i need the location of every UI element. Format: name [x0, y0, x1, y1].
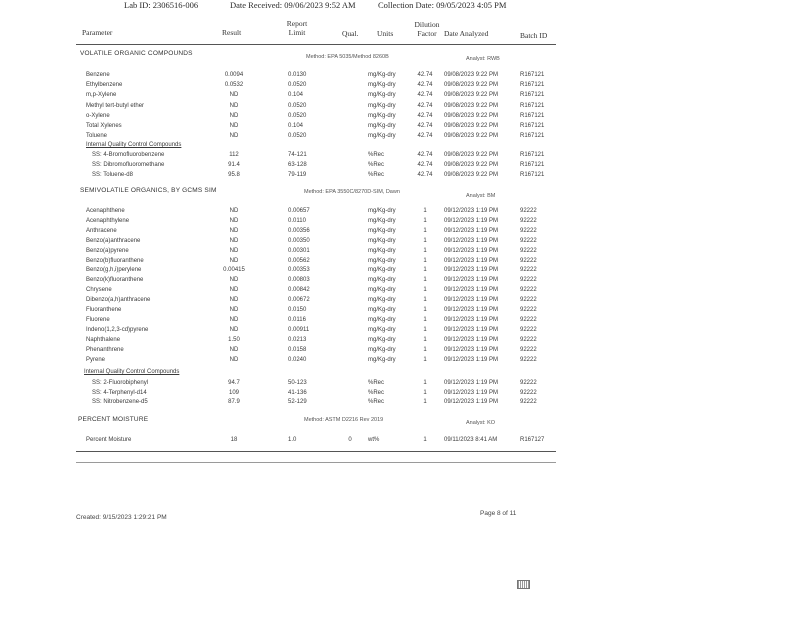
cell-date: 09/12/2023 1:19 PM [444, 257, 499, 264]
cell-batch: 92222 [520, 356, 537, 363]
cell-batch: R167121 [520, 162, 545, 169]
cell-param: Pyrene [86, 356, 106, 363]
cell-param: Dibenzo(a,h)anthracene [86, 297, 151, 304]
cell-dil: 42.74 [417, 102, 433, 109]
cell-limit: 0.0520 [288, 102, 307, 109]
col-dilution-factor: Dilution Factor [414, 20, 440, 38]
cell-dil: 1 [423, 307, 427, 313]
cell-units: mg/Kg-dry [368, 227, 396, 234]
cell-result: 0.0532 [224, 82, 244, 89]
cell-date: 09/12/2023 1:19 PM [444, 389, 499, 396]
cell-batch: R167127 [520, 437, 545, 443]
cell-limit: 41-136 [288, 389, 307, 396]
cell-dil: 1 [423, 380, 427, 386]
table-row [0, 123, 800, 133]
cell-param: Benzo(g,h,i)perylene [86, 267, 142, 274]
cell-limit: 0.00301 [288, 247, 310, 254]
cell-date: 09/08/2023 9:22 PM [444, 102, 499, 109]
cell-batch: R167121 [520, 152, 545, 158]
cell-units: %Rec [368, 162, 385, 169]
cell-limit: 1.0 [288, 437, 297, 443]
cell-param: o-Xylene [86, 112, 110, 119]
cell-limit: 0.00353 [288, 267, 310, 274]
cell-units: mg/Kg-dry [368, 237, 396, 244]
cell-date: 09/08/2023 9:22 PM [444, 82, 499, 89]
cell-dil: 1 [423, 217, 427, 224]
cell-units: mg/Kg-dry [368, 123, 396, 129]
cell-result: ND [229, 247, 239, 254]
cell-units: mg/Kg-dry [368, 217, 396, 224]
cell-param: Toluene [86, 133, 108, 140]
cell-dil: 1 [423, 437, 427, 443]
table-row [0, 307, 800, 317]
col-units: Units [377, 29, 394, 38]
cell-date: 09/12/2023 1:19 PM [444, 380, 499, 386]
cell-batch: 92222 [520, 237, 537, 244]
cell-limit: 0.00562 [288, 257, 310, 264]
cell-result: ND [229, 92, 239, 99]
cell-result: 94.7 [228, 380, 240, 386]
col-report-limit: Report Limit [286, 19, 308, 37]
analyst-voc: Analyst: RWB [466, 56, 500, 62]
table-row [0, 238, 800, 248]
table-row [0, 162, 800, 172]
date-received: Date Received: 09/06/2023 9:52 AM [230, 0, 356, 10]
cell-units: mg/Kg-dry [368, 257, 396, 264]
cell-batch: 92222 [520, 380, 537, 386]
section-title-voc: VOLATILE ORGANIC COMPOUNDS [80, 50, 193, 57]
cell-result: 0.0094 [224, 72, 244, 78]
cell-batch: 92222 [520, 336, 537, 343]
collection-date: Collection Date: 09/05/2023 4:05 PM [378, 0, 507, 10]
cell-date: 09/12/2023 1:19 PM [444, 316, 499, 323]
cell-result: ND [229, 277, 239, 284]
cell-dil: 1 [423, 356, 427, 363]
cell-batch: R167121 [520, 72, 545, 78]
cell-batch: 92222 [520, 287, 537, 294]
cell-date: 09/08/2023 9:22 PM [444, 92, 499, 99]
cell-units: mg/Kg-dry [368, 346, 396, 353]
cell-param: SS: Toluene-d8 [92, 172, 133, 179]
cell-param: Naphthalene [86, 336, 121, 343]
cell-param: Benzo(a)pyrene [86, 247, 129, 254]
cell-units: mg/Kg-dry [368, 102, 396, 109]
cell-units: mg/Kg-dry [368, 133, 396, 140]
cell-batch: R167121 [520, 172, 545, 179]
cell-limit: 0.0520 [288, 82, 307, 89]
cell-batch: 92222 [520, 247, 537, 254]
cell-result: ND [229, 257, 239, 264]
cell-date: 09/08/2023 9:22 PM [444, 172, 499, 179]
cell-param: Anthracene [86, 227, 117, 234]
cell-dil: 1 [423, 297, 427, 304]
table-row [0, 380, 800, 390]
cell-param: Acenaphthylene [86, 217, 130, 224]
table-row [0, 327, 800, 337]
cell-result: ND [229, 102, 239, 109]
cell-date: 09/11/2023 8:41 AM [444, 437, 498, 443]
cell-param: Acenaphthene [86, 208, 125, 214]
cell-dil: 1 [423, 399, 427, 405]
cell-dil: 1 [423, 267, 427, 274]
cell-result: 95.8 [228, 172, 240, 179]
table-row [0, 390, 800, 400]
cell-param: SS: Dibromofluoromethane [92, 162, 165, 169]
cell-date: 09/08/2023 9:22 PM [444, 133, 499, 140]
cell-units: mg/Kg-dry [368, 356, 396, 363]
cell-param: Phenanthrene [86, 346, 124, 353]
cell-limit: 0.00911 [288, 326, 310, 333]
cell-dil: 1 [423, 287, 427, 294]
cell-batch: 92222 [520, 326, 537, 333]
cell-date: 09/12/2023 1:19 PM [444, 287, 499, 294]
cell-batch: R167121 [520, 123, 545, 129]
table-row [0, 399, 800, 409]
cell-limit: 0.00842 [288, 287, 310, 294]
cell-limit: 0.0150 [288, 307, 307, 313]
cell-limit: 0.0130 [288, 72, 307, 78]
cell-limit: 0.0158 [288, 346, 307, 353]
cell-dil: 42.74 [417, 72, 433, 78]
cell-units: mg/Kg-dry [368, 72, 396, 78]
cell-dil: 1 [423, 389, 427, 396]
cell-units: mg/Kg-dry [368, 336, 396, 343]
cell-date: 09/12/2023 1:19 PM [444, 346, 499, 353]
cell-units: mg/Kg-dry [368, 112, 396, 119]
cell-param: Ethylbenzene [86, 82, 123, 89]
cell-date: 09/08/2023 9:22 PM [444, 152, 499, 158]
cell-batch: 92222 [520, 227, 537, 234]
analyst-svoc: Analyst: BM [466, 193, 496, 199]
cell-units: mg/Kg-dry [368, 267, 396, 274]
cell-date: 09/08/2023 9:22 PM [444, 72, 499, 78]
cell-result: ND [229, 217, 239, 224]
col-qual: Qual. [342, 29, 359, 38]
cell-units: %Rec [368, 172, 385, 179]
cell-units: mg/Kg-dry [368, 287, 396, 294]
cell-batch: 92222 [520, 316, 537, 323]
table-row [0, 82, 800, 92]
created-timestamp: Created: 9/15/2023 1:29:21 PM [76, 514, 167, 521]
cell-limit: 50-123 [288, 380, 307, 386]
table-row [0, 277, 800, 287]
cell-limit: 0.0520 [288, 133, 307, 140]
table-row [0, 208, 800, 218]
cell-date: 09/12/2023 1:19 PM [444, 326, 499, 333]
table-row [0, 347, 800, 357]
cell-result: ND [229, 123, 239, 129]
cell-result: ND [229, 297, 239, 304]
cell-limit: 0.00672 [288, 297, 310, 304]
cell-dil: 42.74 [417, 133, 433, 140]
cell-units: wt% [368, 437, 380, 443]
cell-batch: 92222 [520, 277, 537, 284]
col-date-analyzed: Date Analyzed [444, 29, 489, 38]
cell-limit: 0.0213 [288, 336, 307, 343]
cell-batch: 92222 [520, 217, 537, 224]
cell-units: %Rec [368, 152, 385, 158]
cell-batch: 92222 [520, 389, 537, 396]
cell-dil: 42.74 [417, 82, 433, 89]
cell-param: Fluoranthene [86, 307, 122, 313]
table-row [0, 337, 800, 347]
cell-batch: 92222 [520, 297, 537, 304]
cell-result: 109 [228, 389, 239, 396]
cell-result: ND [229, 316, 239, 323]
table-row [0, 258, 800, 268]
cell-result: ND [229, 227, 239, 234]
cell-result: ND [229, 208, 239, 214]
cell-limit: 0.0110 [288, 217, 306, 224]
voc-qc-title: Internal Quality Control Compounds [86, 142, 182, 148]
cell-param: Benzo(a)anthracene [86, 237, 141, 244]
cell-dil: 1 [423, 336, 427, 343]
cell-param: Total Xylenes [86, 123, 122, 129]
cell-batch: R167121 [520, 133, 545, 140]
cell-date: 09/12/2023 1:19 PM [444, 399, 499, 405]
cell-date: 09/08/2023 9:22 PM [444, 123, 499, 129]
cell-dil: 1 [423, 257, 427, 264]
table-row [0, 248, 800, 258]
cell-param: Benzo(k)fluoranthene [86, 277, 144, 284]
cell-date: 09/12/2023 1:19 PM [444, 297, 499, 304]
cell-param: Chrysene [86, 287, 112, 294]
cell-units: mg/Kg-dry [368, 92, 396, 99]
cell-dil: 42.74 [417, 112, 433, 119]
cell-dil: 1 [423, 326, 427, 333]
cell-limit: 0.0116 [288, 316, 306, 323]
cell-param: SS: Nitrobenzene-d5 [92, 399, 148, 405]
cell-units: mg/Kg-dry [368, 247, 396, 254]
cell-date: 09/12/2023 1:19 PM [444, 336, 499, 343]
cell-batch: 92222 [520, 267, 537, 274]
cell-result: ND [229, 133, 239, 140]
cell-batch: 92222 [520, 399, 537, 405]
col-batch-id: Batch ID [520, 31, 548, 40]
cell-limit: 0.00356 [288, 227, 310, 234]
cell-limit: 0.0520 [288, 112, 307, 119]
table-row [0, 103, 800, 113]
cell-param: m,p-Xylene [86, 92, 117, 99]
table-row [0, 72, 800, 82]
page-number: Page 8 of 11 [480, 510, 517, 517]
table-row [0, 357, 800, 367]
svoc-qc-title: Internal Quality Control Compounds [84, 369, 180, 375]
cell-units: mg/Kg-dry [368, 326, 396, 333]
method-svoc: Method: EPA 3550C/8270D-SIM, Dawn [304, 189, 400, 195]
cell-date: 09/12/2023 1:19 PM [444, 227, 499, 234]
cell-limit: 0.104 [288, 92, 304, 99]
table-row [0, 297, 800, 307]
table-row [0, 228, 800, 238]
analyst-moisture: Analyst: KO [466, 420, 496, 426]
cell-dil: 1 [423, 247, 427, 254]
table-row [0, 437, 800, 447]
cell-result: ND [229, 346, 239, 353]
cell-dil: 42.74 [417, 162, 433, 169]
cell-dil: 1 [423, 208, 427, 214]
table-row [0, 317, 800, 327]
cell-param: SS: 2-Fluorobiphenyl [92, 380, 149, 386]
cell-batch: R167121 [520, 82, 545, 89]
cell-date: 09/08/2023 9:22 PM [444, 162, 499, 169]
cell-units: mg/Kg-dry [368, 316, 396, 323]
table-row [0, 152, 800, 162]
cell-date: 09/12/2023 1:19 PM [444, 208, 499, 214]
cell-dil: 42.74 [417, 92, 433, 99]
table-row [0, 287, 800, 297]
cell-units: mg/Kg-dry [368, 307, 396, 313]
cell-result: 18 [230, 437, 238, 443]
cell-param: SS: 4-Terphenyl-d14 [92, 389, 147, 396]
table-row [0, 113, 800, 123]
cell-units: %Rec [368, 380, 385, 386]
cell-result: 1.50 [228, 336, 240, 343]
cell-result: 112 [229, 152, 239, 158]
cell-result: 0.00415 [223, 267, 245, 274]
cell-result: ND [229, 237, 239, 244]
cell-limit: 0.00657 [288, 208, 310, 214]
cell-dil: 1 [423, 277, 427, 284]
cell-units: mg/Kg-dry [368, 82, 396, 89]
cell-units: %Rec [368, 389, 385, 396]
cell-dil: 1 [423, 227, 427, 234]
cell-date: 09/12/2023 1:19 PM [444, 237, 499, 244]
bottom-rule-1 [76, 451, 556, 452]
cell-result: 87.9 [228, 399, 240, 405]
cell-dil: 1 [423, 346, 427, 353]
cell-units: mg/Kg-dry [368, 277, 396, 284]
method-moisture: Method: ASTM D2216 Rev 2019 [304, 417, 384, 423]
cell-units: mg/Kg-dry [368, 208, 396, 214]
cell-units: mg/Kg-dry [368, 297, 396, 304]
cell-batch: 92222 [520, 257, 537, 264]
barcode-stamp-icon [517, 580, 530, 589]
cell-limit: 0.00803 [288, 277, 310, 284]
cell-dil: 42.74 [417, 172, 433, 179]
cell-batch: 92222 [520, 208, 537, 214]
cell-date: 09/12/2023 1:19 PM [444, 247, 499, 254]
cell-result: ND [229, 356, 239, 363]
cell-limit: 79-119 [288, 172, 307, 179]
cell-result: ND [229, 287, 239, 294]
cell-dil: 1 [423, 237, 427, 244]
header-rule [76, 44, 556, 45]
cell-limit: 0.00350 [288, 237, 310, 244]
bottom-rule-2 [76, 462, 556, 463]
col-parameter: Parameter [82, 28, 113, 37]
cell-batch: R167121 [520, 112, 545, 119]
table-row [0, 267, 800, 277]
table-row [0, 92, 800, 102]
cell-batch: 92222 [520, 307, 537, 313]
cell-date: 09/12/2023 1:19 PM [444, 217, 499, 224]
cell-param: Percent Moisture [86, 437, 132, 443]
cell-date: 09/12/2023 1:19 PM [444, 307, 499, 313]
cell-date: 09/08/2023 9:22 PM [444, 112, 499, 119]
cell-batch: R167121 [520, 92, 545, 99]
cell-date: 09/12/2023 1:19 PM [444, 356, 499, 363]
section-title-moisture: PERCENT MOISTURE [78, 416, 149, 423]
cell-param: Fluorene [86, 316, 110, 323]
cell-date: 09/12/2023 1:19 PM [444, 267, 499, 274]
cell-result: ND [229, 112, 239, 119]
cell-param: Benzene [86, 72, 110, 78]
cell-batch: R167121 [520, 102, 545, 109]
cell-result: ND [229, 307, 239, 313]
cell-dil: 42.74 [417, 123, 433, 129]
cell-date: 09/12/2023 1:19 PM [444, 277, 499, 284]
cell-result: 91.4 [228, 162, 240, 169]
section-title-svoc: SEMIVOLATILE ORGANICS, BY GCMS SIM [80, 187, 217, 194]
cell-dil: 1 [423, 316, 427, 323]
cell-param: Methyl tert-butyl ether [86, 102, 145, 109]
cell-result: ND [229, 326, 239, 333]
col-result: Result [222, 28, 242, 37]
table-row [0, 172, 800, 182]
cell-param: Indeno(1,2,3-cd)pyrene [86, 326, 149, 333]
table-row [0, 218, 800, 228]
cell-qual: 0 [348, 437, 352, 443]
cell-limit: 74-121 [288, 152, 307, 158]
cell-limit: 52-129 [288, 399, 307, 405]
cell-dil: 42.74 [417, 152, 433, 158]
cell-param: Benzo(b)fluoranthene [86, 257, 144, 264]
cell-units: %Rec [368, 399, 385, 405]
lab-id: Lab ID: 2306516-006 [124, 0, 199, 10]
cell-param: SS: 4-Bromofluorobenzene [92, 152, 165, 158]
cell-limit: 0.0240 [288, 356, 307, 363]
cell-limit: 63-128 [288, 162, 307, 169]
report-header [124, 0, 506, 10]
cell-limit: 0.104 [288, 123, 304, 129]
cell-batch: 92222 [520, 346, 537, 353]
method-voc: Method: EPA 5035/Method 8260B [306, 54, 389, 60]
